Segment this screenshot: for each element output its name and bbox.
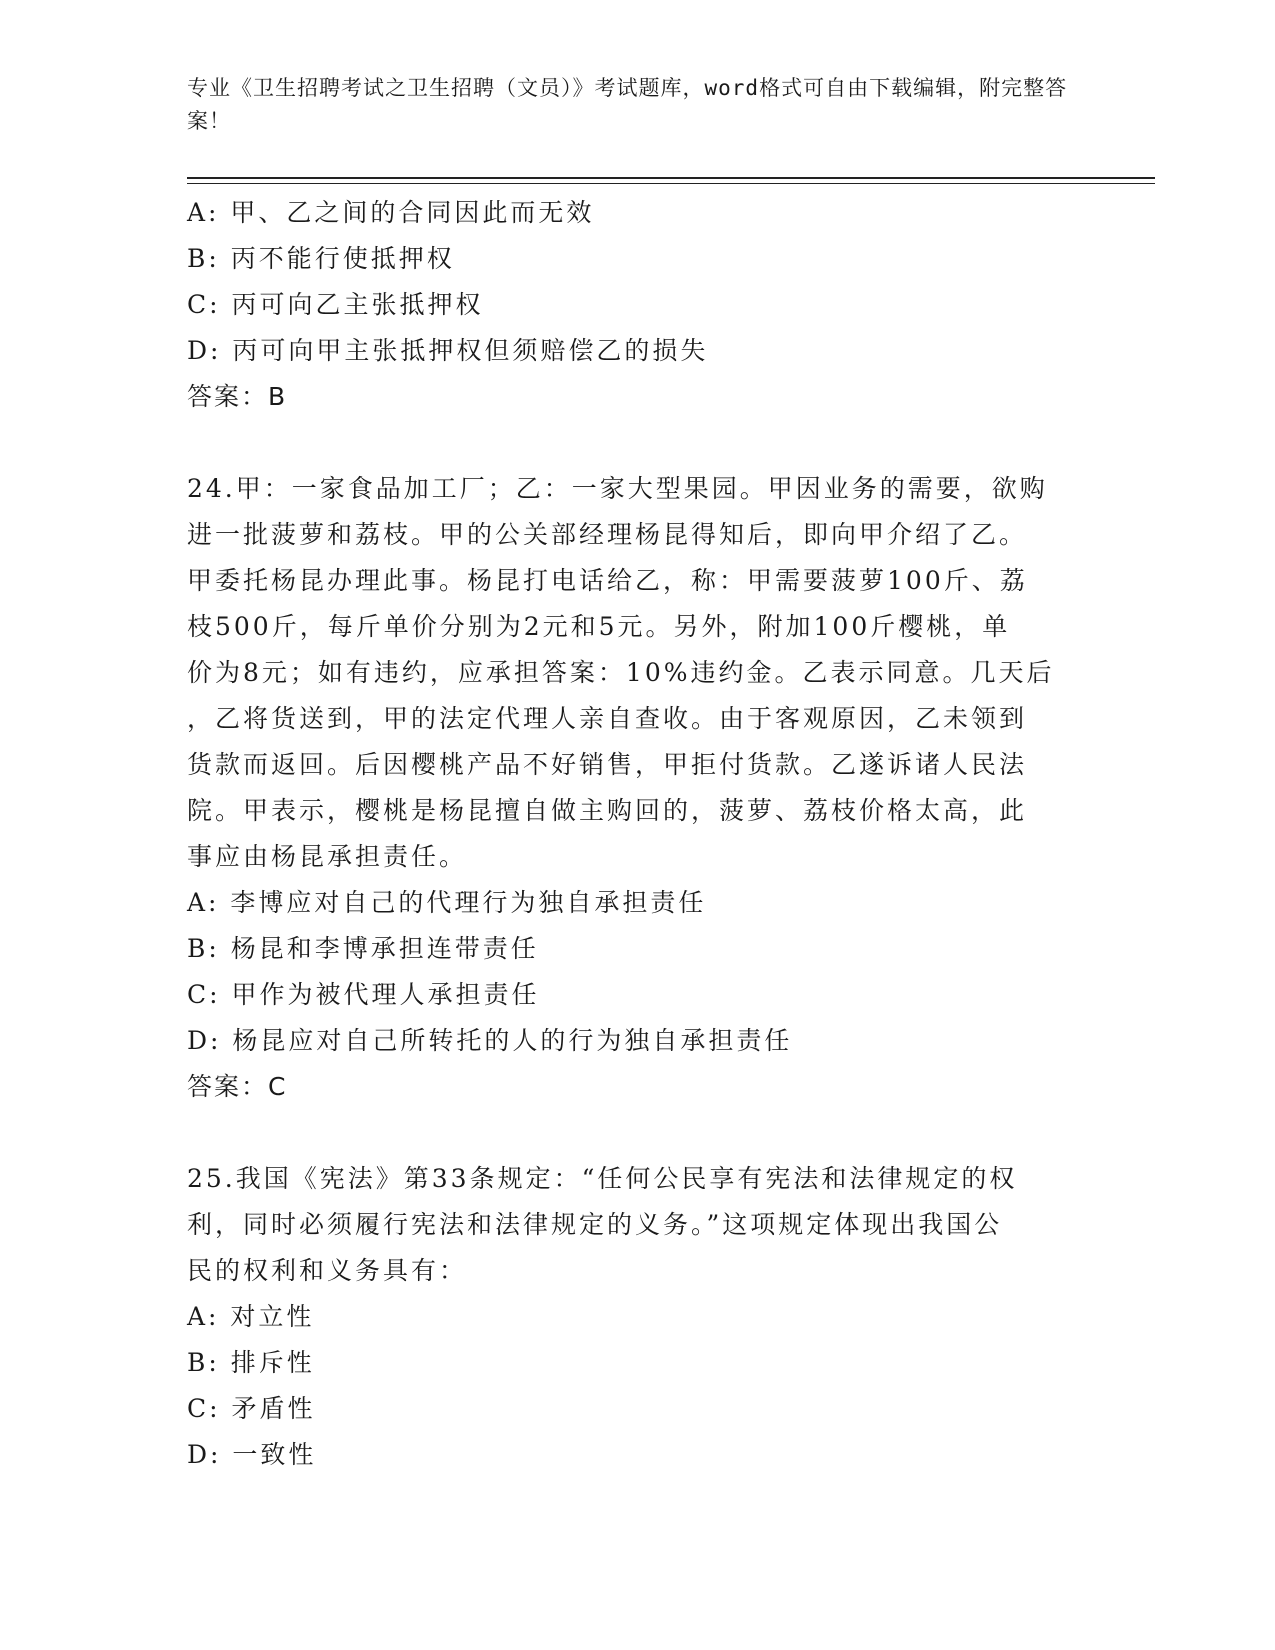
option-a: A: 甲、乙之间的合同因此而无效 bbox=[187, 198, 595, 227]
option-c: C: 矛盾性 bbox=[187, 1394, 316, 1423]
stem-line: 利，同时必须履行宪法和法律规定的义务。”这项规定体现出我国公 bbox=[187, 1210, 1003, 1239]
question-stem bbox=[187, 1156, 1087, 1294]
stem-line: ，乙将货送到，甲的法定代理人亲自查收。由于客观原因，乙未领到 bbox=[187, 704, 1028, 733]
option-c: C: 丙可向乙主张抵押权 bbox=[187, 290, 484, 319]
header-text: 专业《卫生招聘考试之卫生招聘（文员）》考试题库，word格式可自由下载编辑，附完整答案！ bbox=[187, 76, 1068, 133]
document-header bbox=[187, 72, 1087, 138]
stem-line: 价为8元；如有违约，应承担答案：10%违约金。乙表示同意。几天后 bbox=[187, 658, 1055, 687]
option-a: A: 对立性 bbox=[187, 1302, 315, 1331]
option-d: D: 杨昆应对自己所转托的人的行为独自承担责任 bbox=[187, 1026, 793, 1055]
option-b: B: 丙不能行使抵押权 bbox=[187, 244, 455, 273]
header-rule-thick bbox=[187, 177, 1155, 179]
spacer bbox=[187, 1110, 1087, 1156]
stem-line: 枝500斤，每斤单价分别为2元和5元。另外，附加100斤樱桃，单 bbox=[187, 612, 1011, 641]
document-body bbox=[187, 190, 1087, 1478]
stem-line: 甲委托杨昆办理此事。杨昆打电话给乙，称：甲需要菠萝100斤、荔 bbox=[187, 566, 1028, 595]
stem-line: 货款而返回。后因樱桃产品不好销售，甲拒付货款。乙遂诉诸人民法 bbox=[187, 750, 1028, 779]
option-d: D: 一致性 bbox=[187, 1440, 317, 1469]
stem-line: 民的权利和义务具有： bbox=[187, 1256, 468, 1285]
stem-line: 院。甲表示，樱桃是杨昆擅自做主购回的，菠萝、荔枝价格太高，此 bbox=[187, 796, 1028, 825]
option-a: A: 李博应对自己的代理行为独自承担责任 bbox=[187, 888, 707, 917]
header-rule-thin bbox=[187, 183, 1155, 184]
question-23 bbox=[187, 190, 1087, 420]
answer-line: 答案：C bbox=[187, 1072, 288, 1101]
answer-line: 答案：B bbox=[187, 382, 288, 411]
stem-line: 24.甲：一家食品加工厂；乙：一家大型果园。甲因业务的需要，欲购 bbox=[187, 474, 1048, 503]
question-25 bbox=[187, 1156, 1087, 1478]
option-b: B: 杨昆和李博承担连带责任 bbox=[187, 934, 539, 963]
spacer bbox=[187, 420, 1087, 466]
option-c: C: 甲作为被代理人承担责任 bbox=[187, 980, 540, 1009]
question-stem bbox=[187, 466, 1087, 880]
option-d: D: 丙可向甲主张抵押权但须赔偿乙的损失 bbox=[187, 336, 709, 365]
stem-line: 事应由杨昆承担责任。 bbox=[187, 842, 468, 871]
stem-line: 进一批菠萝和荔枝。甲的公关部经理杨昆得知后，即向甲介绍了乙。 bbox=[187, 520, 1028, 549]
stem-line: 25.我国《宪法》第33条规定：“任何公民享有宪法和法律规定的权 bbox=[187, 1164, 1018, 1193]
question-24 bbox=[187, 466, 1087, 1110]
option-b: B: 排斥性 bbox=[187, 1348, 315, 1377]
